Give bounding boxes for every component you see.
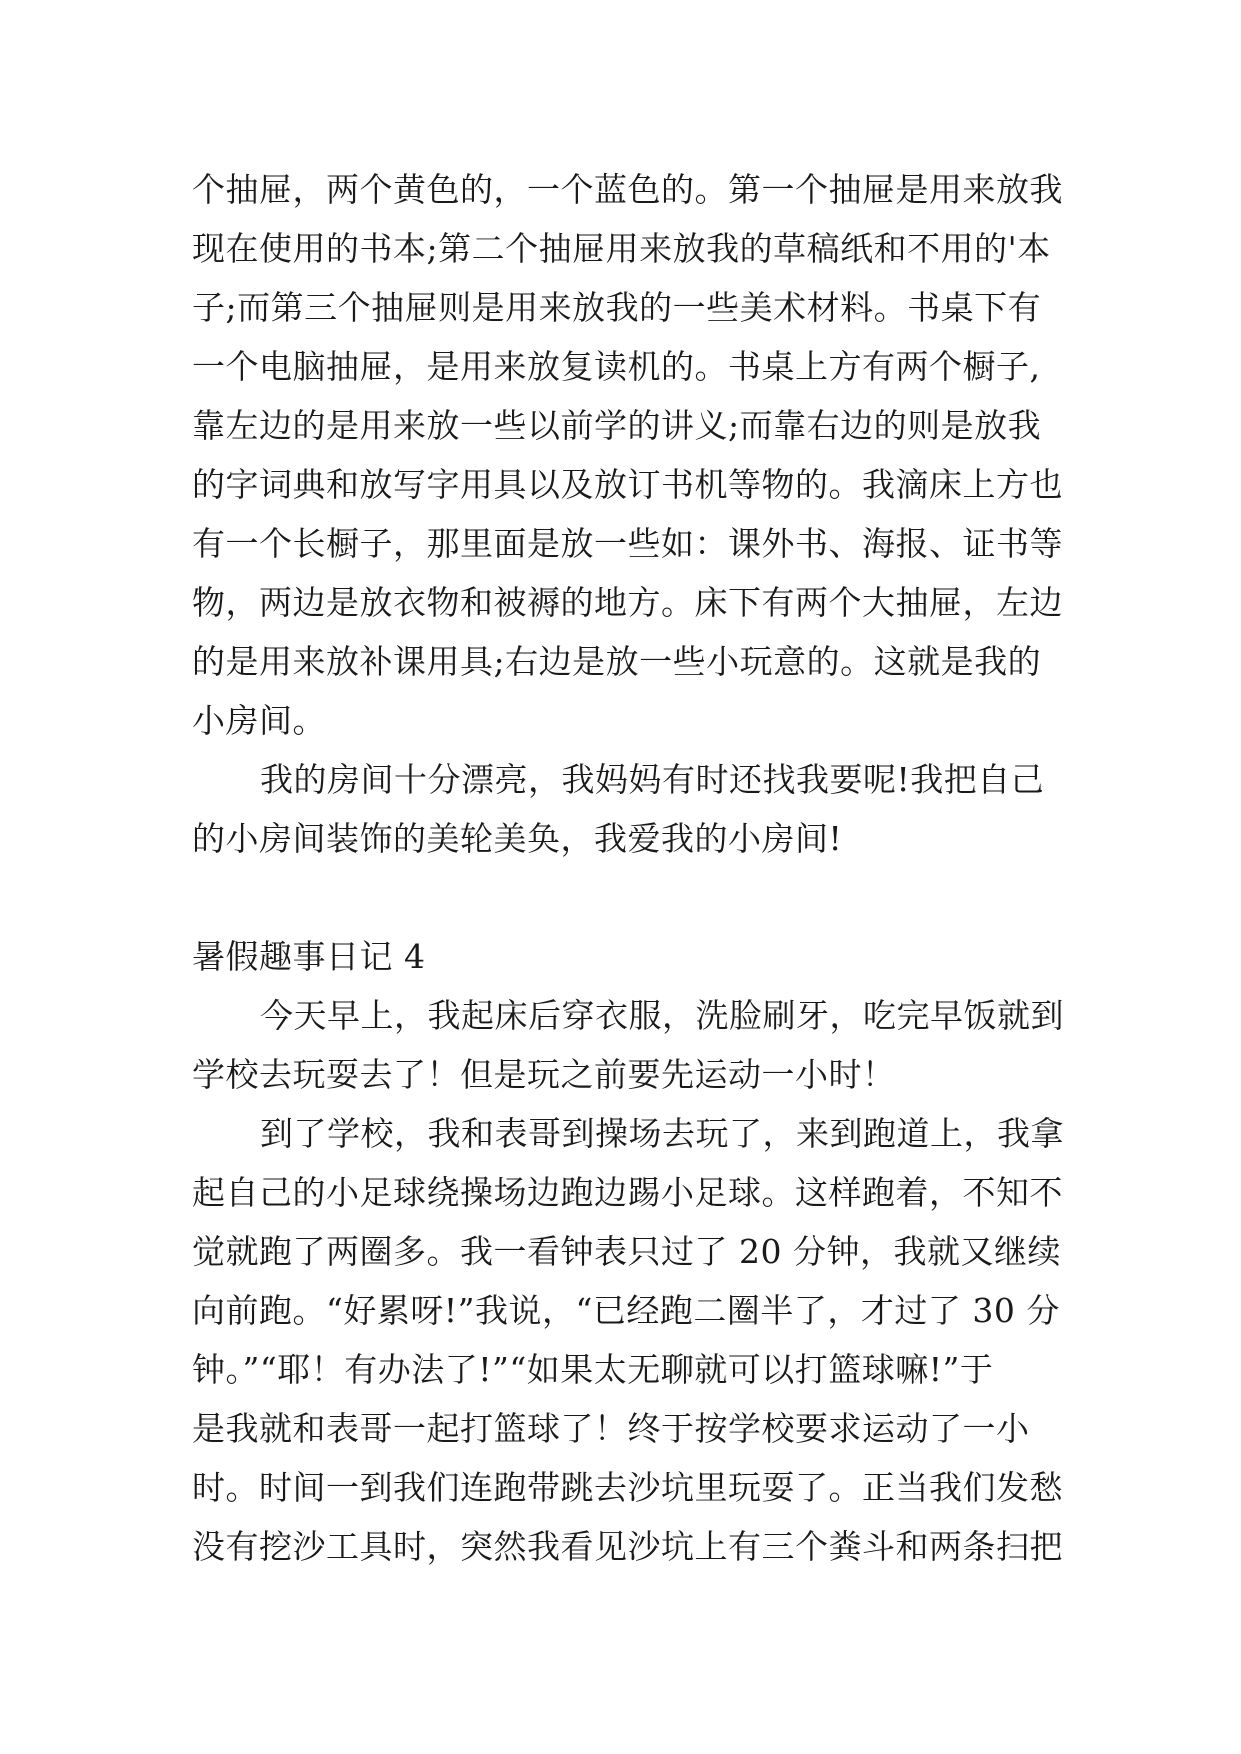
text-line: 小房间。 (192, 701, 326, 740)
text-line: 我的房间十分漂亮，我妈妈有时还找我要呢!我把自己 (260, 760, 1045, 799)
text-line: 子;而第三个抽屉则是用来放我的一些美术材料。书桌下有 (192, 288, 1042, 327)
text-line: 起自己的小足球绕操场边跑边踢小足球。这样跑着，不知不 (192, 1173, 1063, 1212)
paragraph-morning (192, 986, 1064, 1104)
text-line: 没有挖沙工具时，突然我看见沙坑上有三个粪斗和两条扫把 (192, 1527, 1063, 1566)
text-line: 的字词典和放写字用具以及放订书机等物的。我滴床上方也 (192, 465, 1063, 504)
text-line: 有一个长橱子，那里面是放一些如：课外书、海报、证书等 (192, 524, 1063, 563)
section-spacer (192, 868, 1054, 927)
text-line: 一个电脑抽屉，是用来放复读机的。书桌上方有两个橱子, (192, 347, 1041, 386)
text-line: 今天早上，我起床后穿衣服，洗脸刷牙，吃完早饭就到 (260, 996, 1064, 1035)
text-line: 钟。”“耶！有办法了!”“如果太无聊就可以打篮球嘛!”于 (192, 1350, 994, 1389)
section-title: 暑假趣事日记 4 (192, 937, 426, 976)
text-line: 学校去玩耍去了！但是玩之前要先运动一小时！ (192, 1055, 896, 1094)
document-page (192, 160, 1064, 1576)
text-line: 到了学校，我和表哥到操场去玩了，来到跑道上，我拿 (260, 1114, 1064, 1153)
text-line: 时。时间一到我们连跑带跳去沙坑里玩耍了。正当我们发愁 (192, 1468, 1063, 1507)
paragraph-drawer-description (192, 160, 1063, 750)
text-line: 靠左边的是用来放一些以前学的讲义;而靠右边的则是放我 (192, 406, 1042, 445)
text-line: 现在使用的书本;第二个抽屉用来放我的草稿纸和不用的'本 (192, 229, 1051, 268)
text-line: 向前跑。“好累呀!”我说，“已经跑二圈半了，才过了 30 分 (192, 1291, 1060, 1330)
paragraph-school-playground (192, 1104, 1064, 1576)
text-line: 物，两边是放衣物和被褥的地方。床下有两个大抽屉，左边 (192, 583, 1063, 622)
paragraph-room-conclusion (192, 750, 1054, 868)
text-line: 觉就跑了两圈多。我一看钟表只过了 20 分钟，我就又继续 (192, 1232, 1061, 1271)
text-line: 的小房间装饰的美轮美奂，我爱我的小房间! (192, 819, 843, 858)
text-line: 的是用来放补课用具;右边是放一些小玩意的。这就是我的 (192, 642, 1042, 681)
text-line: 个抽屉，两个黄色的，一个蓝色的。第一个抽屉是用来放我 (192, 170, 1063, 209)
text-line: 是我就和表哥一起打篮球了！终于按学校要求运动了一小 (192, 1409, 1030, 1448)
